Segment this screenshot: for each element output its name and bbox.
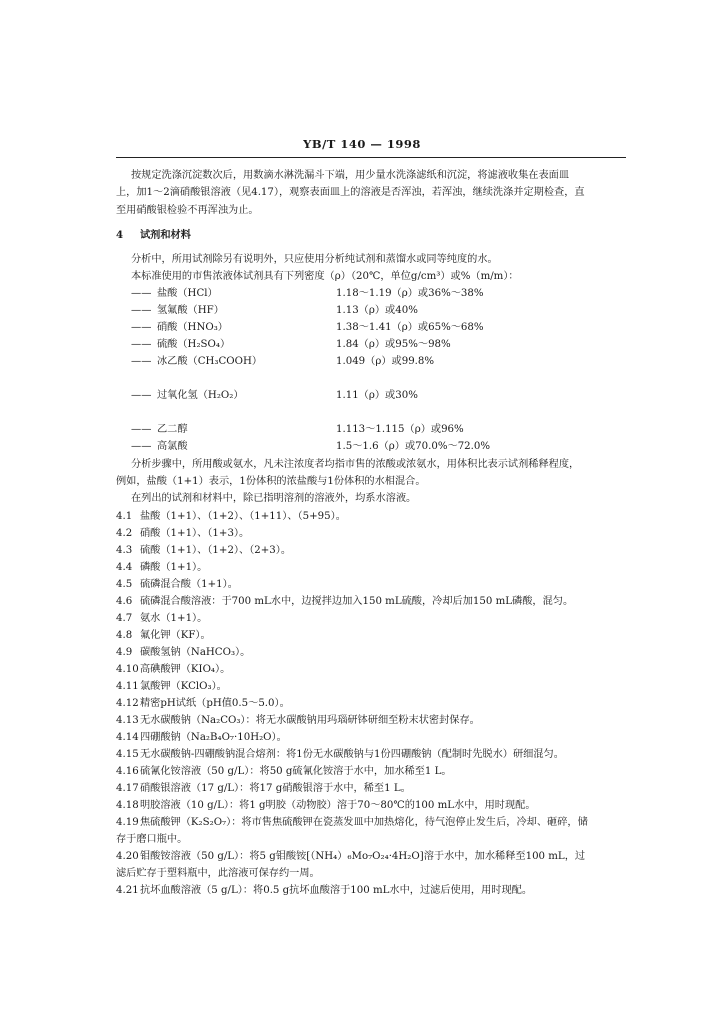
reagent-value: 1.84（ρ）或95%～98%: [336, 339, 451, 350]
list-item: [116, 510, 626, 524]
list-item: [116, 527, 626, 541]
reagent-name: 盐酸（HCl）: [157, 288, 218, 299]
item-text: 硝酸银溶液（17 g/L）：将17 g硝酸银溶于水中，稀至1 L。: [140, 783, 411, 794]
list-item: [116, 731, 626, 745]
item-number: 4.16: [116, 766, 139, 777]
reagent-value: 1.38～1.41（ρ）或65%～68%: [336, 322, 484, 333]
list-item: [116, 850, 626, 864]
reagent-name: 乙二醇: [157, 424, 188, 435]
list-item: [116, 816, 626, 830]
page-header: YB/T 140 — 1998: [303, 137, 421, 151]
item-number: 4.9: [116, 647, 133, 658]
section-paragraph-3-cont: 例如，盐酸（1+1）表示，1份体积的浓盐酸与1份体积的水相混合。: [116, 476, 426, 487]
item-text: 硫磷混合酸溶液：于700 mL水中，边搅拌边加入150 mL硫酸，冷却后加150 mL磷酸，混匀。: [140, 596, 574, 607]
item-text: 精密pH试纸（pH值0.5～5.0）。: [140, 698, 290, 709]
item-number: 4.17: [116, 783, 139, 794]
reagent-row: [131, 389, 626, 403]
list-item: [116, 595, 626, 609]
list-item: [116, 561, 626, 575]
item-number: 4.15: [116, 749, 139, 760]
section-number: 4: [116, 229, 124, 241]
reagent-dash: ——: [131, 322, 152, 333]
item-number: 4.12: [116, 698, 139, 709]
reagent-dash: ——: [131, 441, 152, 452]
reagent-dash: ——: [131, 356, 152, 367]
section-paragraph-1: 分析中，所用试剂除另有说明外，只应使用分析纯试剂和蒸馏水或同等纯度的水。: [131, 254, 498, 265]
list-item-continuation: 存于磨口瓶中。: [116, 834, 188, 845]
item-number: 4.11: [116, 681, 139, 692]
reagent-value: 1.113～1.115（ρ）或96%: [336, 424, 464, 435]
intro-line-3: 至用硝酸银检验不再浑浊为止。: [116, 205, 259, 216]
item-text: 焦硫酸钾（K₂S₂O₇）：将市售焦硫酸钾在瓷蒸发皿中加热熔化，待气泡停止发生后，冷却、砸碎，储: [140, 817, 588, 828]
section-paragraph-4: 在列出的试剂和材料中，除已指明溶剂的溶液外，均系水溶液。: [131, 493, 417, 504]
section-heading: [116, 228, 626, 242]
list-item: [116, 544, 626, 558]
item-number: 4.4: [116, 562, 133, 573]
item-number: 4.14: [116, 732, 139, 743]
item-number: 4.8: [116, 630, 133, 641]
list-item: [116, 680, 626, 694]
item-text: 抗坏血酸溶液（5 g/L）：将0.5 g抗坏血酸溶于100 mL水中，过滤后使用，用时现配。: [140, 885, 533, 896]
item-text: 磷酸（1+1）。: [140, 562, 208, 573]
list-item: [116, 612, 626, 626]
item-text: 碳酸氢钠（NaHCO₃）。: [140, 647, 251, 658]
reagent-name: 硫酸（H₂SO₄）: [157, 339, 231, 350]
item-text: 钼酸铵溶液（50 g/L）：将5 g钼酸铵[（NH₄）₆Mo₇O₂₄·4H₂O]溶于水中，加水稀释至100 mL，过: [140, 851, 586, 862]
header-rule: [116, 157, 626, 158]
item-text: 明胶溶液（10 g/L）：将1 g明胶（动物胶）溶于70～80℃的100 mL水中，用时现配。: [140, 800, 536, 811]
item-number: 4.5: [116, 579, 133, 590]
reagent-dash: ——: [131, 339, 152, 350]
item-number: 4.20: [116, 851, 139, 862]
reagent-row: [131, 287, 626, 301]
item-number: 4.10: [116, 664, 139, 675]
item-text: 硝酸（1+1）、（1+3）。: [140, 528, 250, 539]
item-number: 4.7: [116, 613, 133, 624]
reagent-name: 高氯酸: [157, 441, 188, 452]
item-text: 盐酸（1+1）、（1+2）、（1+11）、（5+95）。: [140, 511, 346, 522]
reagent-dash: ——: [131, 424, 152, 435]
intro-line-1: 按规定洗涤沉淀数次后，用数滴水淋洗漏斗下端，用少量水洗涤滤纸和沉淀，将滤液收集在表面皿: [131, 170, 570, 181]
list-item: [116, 765, 626, 779]
item-number: 4.1: [116, 511, 133, 522]
list-item: [116, 884, 626, 898]
reagent-row: [131, 304, 626, 318]
reagent-name: 硝酸（HNO₃）: [157, 322, 228, 333]
item-text: 硫酸（1+1）、（1+2）、（2+3）。: [140, 545, 292, 556]
item-number: 4.18: [116, 800, 139, 811]
list-item: [116, 646, 626, 660]
item-text: 氯酸钾（KClO₃）。: [140, 681, 227, 692]
reagent-dash: ——: [131, 305, 152, 316]
list-item: [116, 799, 626, 813]
reagent-name: 冰乙酸（CH₃COOH）: [157, 356, 263, 367]
item-number: 4.21: [116, 885, 139, 896]
list-item: [116, 578, 626, 592]
section-title: 试剂和材料: [140, 229, 191, 241]
item-text: 四硼酸钠（Na₂B₄O₇·10H₂O）。: [140, 732, 287, 743]
reagent-value: 1.18～1.19（ρ）或36%～38%: [336, 288, 484, 299]
reagent-row: [131, 355, 626, 369]
item-number: 4.2: [116, 528, 133, 539]
reagent-value: 1.13（ρ）或40%: [336, 305, 418, 316]
list-item-continuation: 滤后贮存于塑料瓶中，此溶液可保存约一周。: [116, 868, 320, 879]
section-paragraph-2: 本标准使用的市售浓液体试剂具有下列密度（ρ）（20℃，单位g/cm³）或%（m/m）：: [131, 271, 519, 282]
item-text: 硫磷混合酸（1+1）。: [140, 579, 238, 590]
item-text: 硫氰化铵溶液（50 g/L）：将50 g硫氰化铵溶于水中，加水稀至1 L。: [140, 766, 452, 777]
item-text: 无水碳酸钠（Na₂CO₃）：将无水碳酸钠用玛瑙研钵研细至粉末状密封保存。: [140, 715, 480, 726]
reagent-dash: ——: [131, 390, 152, 401]
list-item: [116, 697, 626, 711]
reagent-row: [131, 440, 626, 454]
item-text: 无水碳酸钠-四硼酸钠混合熔剂：将1份无水碳酸钠与1份四硼酸钠（配制时先脱水）研细混匀。: [140, 749, 564, 760]
reagent-value: 1.049（ρ）或99.8%: [336, 356, 435, 367]
item-text: 氟化钾（KF）。: [140, 630, 211, 641]
reagent-value: 1.11（ρ）或30%: [336, 390, 418, 401]
list-item: [116, 748, 626, 762]
item-number: 4.13: [116, 715, 139, 726]
reagent-dash: ——: [131, 288, 152, 299]
reagent-name: 过氧化氢（H₂O₂）: [157, 390, 244, 401]
reagent-row: [131, 321, 626, 335]
reagent-name: 氢氟酸（HF）: [157, 305, 224, 316]
section-paragraph-3: 分析步骤中，所用酸或氨水，凡未注浓度者均指市售的浓酸或浓氨水，用体积比表示试剂稀释程度，: [131, 459, 580, 470]
list-item: [116, 714, 626, 728]
item-number: 4.19: [116, 817, 139, 828]
item-text: 氨水（1+1）。: [140, 613, 208, 624]
item-number: 4.6: [116, 596, 133, 607]
list-item: [116, 782, 626, 796]
intro-line-2: 上，加1～2滴硝酸银溶液（见4.17），观察表面皿上的溶液是否浑浊，若浑浊，继续洗涤并定期检查，直: [116, 187, 585, 198]
item-text: 高碘酸钾（KIO₄）。: [140, 664, 231, 675]
reagent-value: 1.5～1.6（ρ）或70.0%～72.0%: [336, 441, 491, 452]
list-item: [116, 663, 626, 677]
reagent-row: [131, 338, 626, 352]
item-number: 4.3: [116, 545, 133, 556]
list-item: [116, 629, 626, 643]
reagent-row: [131, 423, 626, 437]
